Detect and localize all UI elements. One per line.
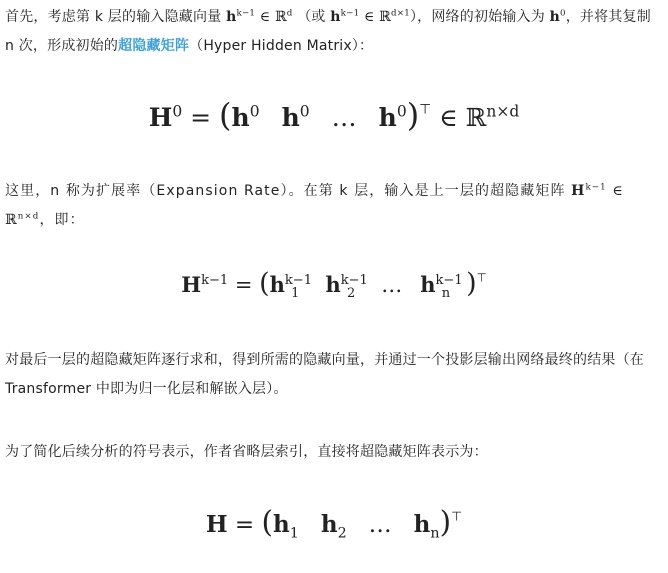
- highlight-hyper-hidden-matrix: 超隐藏矩阵: [118, 38, 190, 54]
- expansion-text-a: 这里，n 称为扩展率（Expansion Rate）。在第 k 层，输入是上一层的超隐藏矩阵: [5, 183, 572, 199]
- intro-text-b: （或: [297, 9, 331, 25]
- equation-initial-matrix: $H^0 = (h^0$ $h^0$ … $h^0)^⊤$ ∈ ℝ$^{n\times d}$: [148, 96, 520, 134]
- paragraph-intro: [5, 3, 662, 61]
- expansion-text-b: ，即：: [39, 212, 85, 228]
- intro-text-d: ，并将其复制 n 次，形成初始的: [5, 9, 651, 54]
- paragraph-notation: 为了简化后续分析的符号表示，作者省略层索引，直接将超隐藏矩阵表示为：: [5, 444, 488, 460]
- paragraph-row-sum: 对最后一层的超隐藏矩阵逐行求和，得到所需的隐藏向量，并通过一个投影层输出网络最终的结果（在 Transformer 中即为归一化层和解嵌入层）。: [5, 352, 644, 397]
- inline-math-column-vector: $h^{k-1}$ ∈ ℝ$^{d\times 1}$: [330, 8, 410, 25]
- inline-math-hidden-vector: $h^{k-1}$ ∈ ℝ$^d$: [226, 8, 293, 25]
- paragraph-expansion-rate: [5, 177, 662, 235]
- intro-text-c: ），网络的初始输入为: [409, 9, 550, 25]
- equation-simplified-matrix: $H = (h_1$ $h_2$ … $h_n)^⊤$: [205, 505, 463, 542]
- equation-layer-matrix: $H^{k-1} = (h^{k-1}_1$ $h^{k-1}_2$ … $h^{k-1}_n$ )⊤: [181, 268, 487, 302]
- inline-math-prev-matrix: $H^{k-1}$ ∈ ℝ$^{n\times d}$: [5, 182, 624, 228]
- intro-text-e: （Hyper Hidden Matrix）：: [189, 38, 374, 54]
- intro-text-a: 首先，考虑第 k 层的输入隐藏向量: [5, 9, 227, 25]
- inline-math-initial-input: $h^0$: [549, 8, 566, 25]
